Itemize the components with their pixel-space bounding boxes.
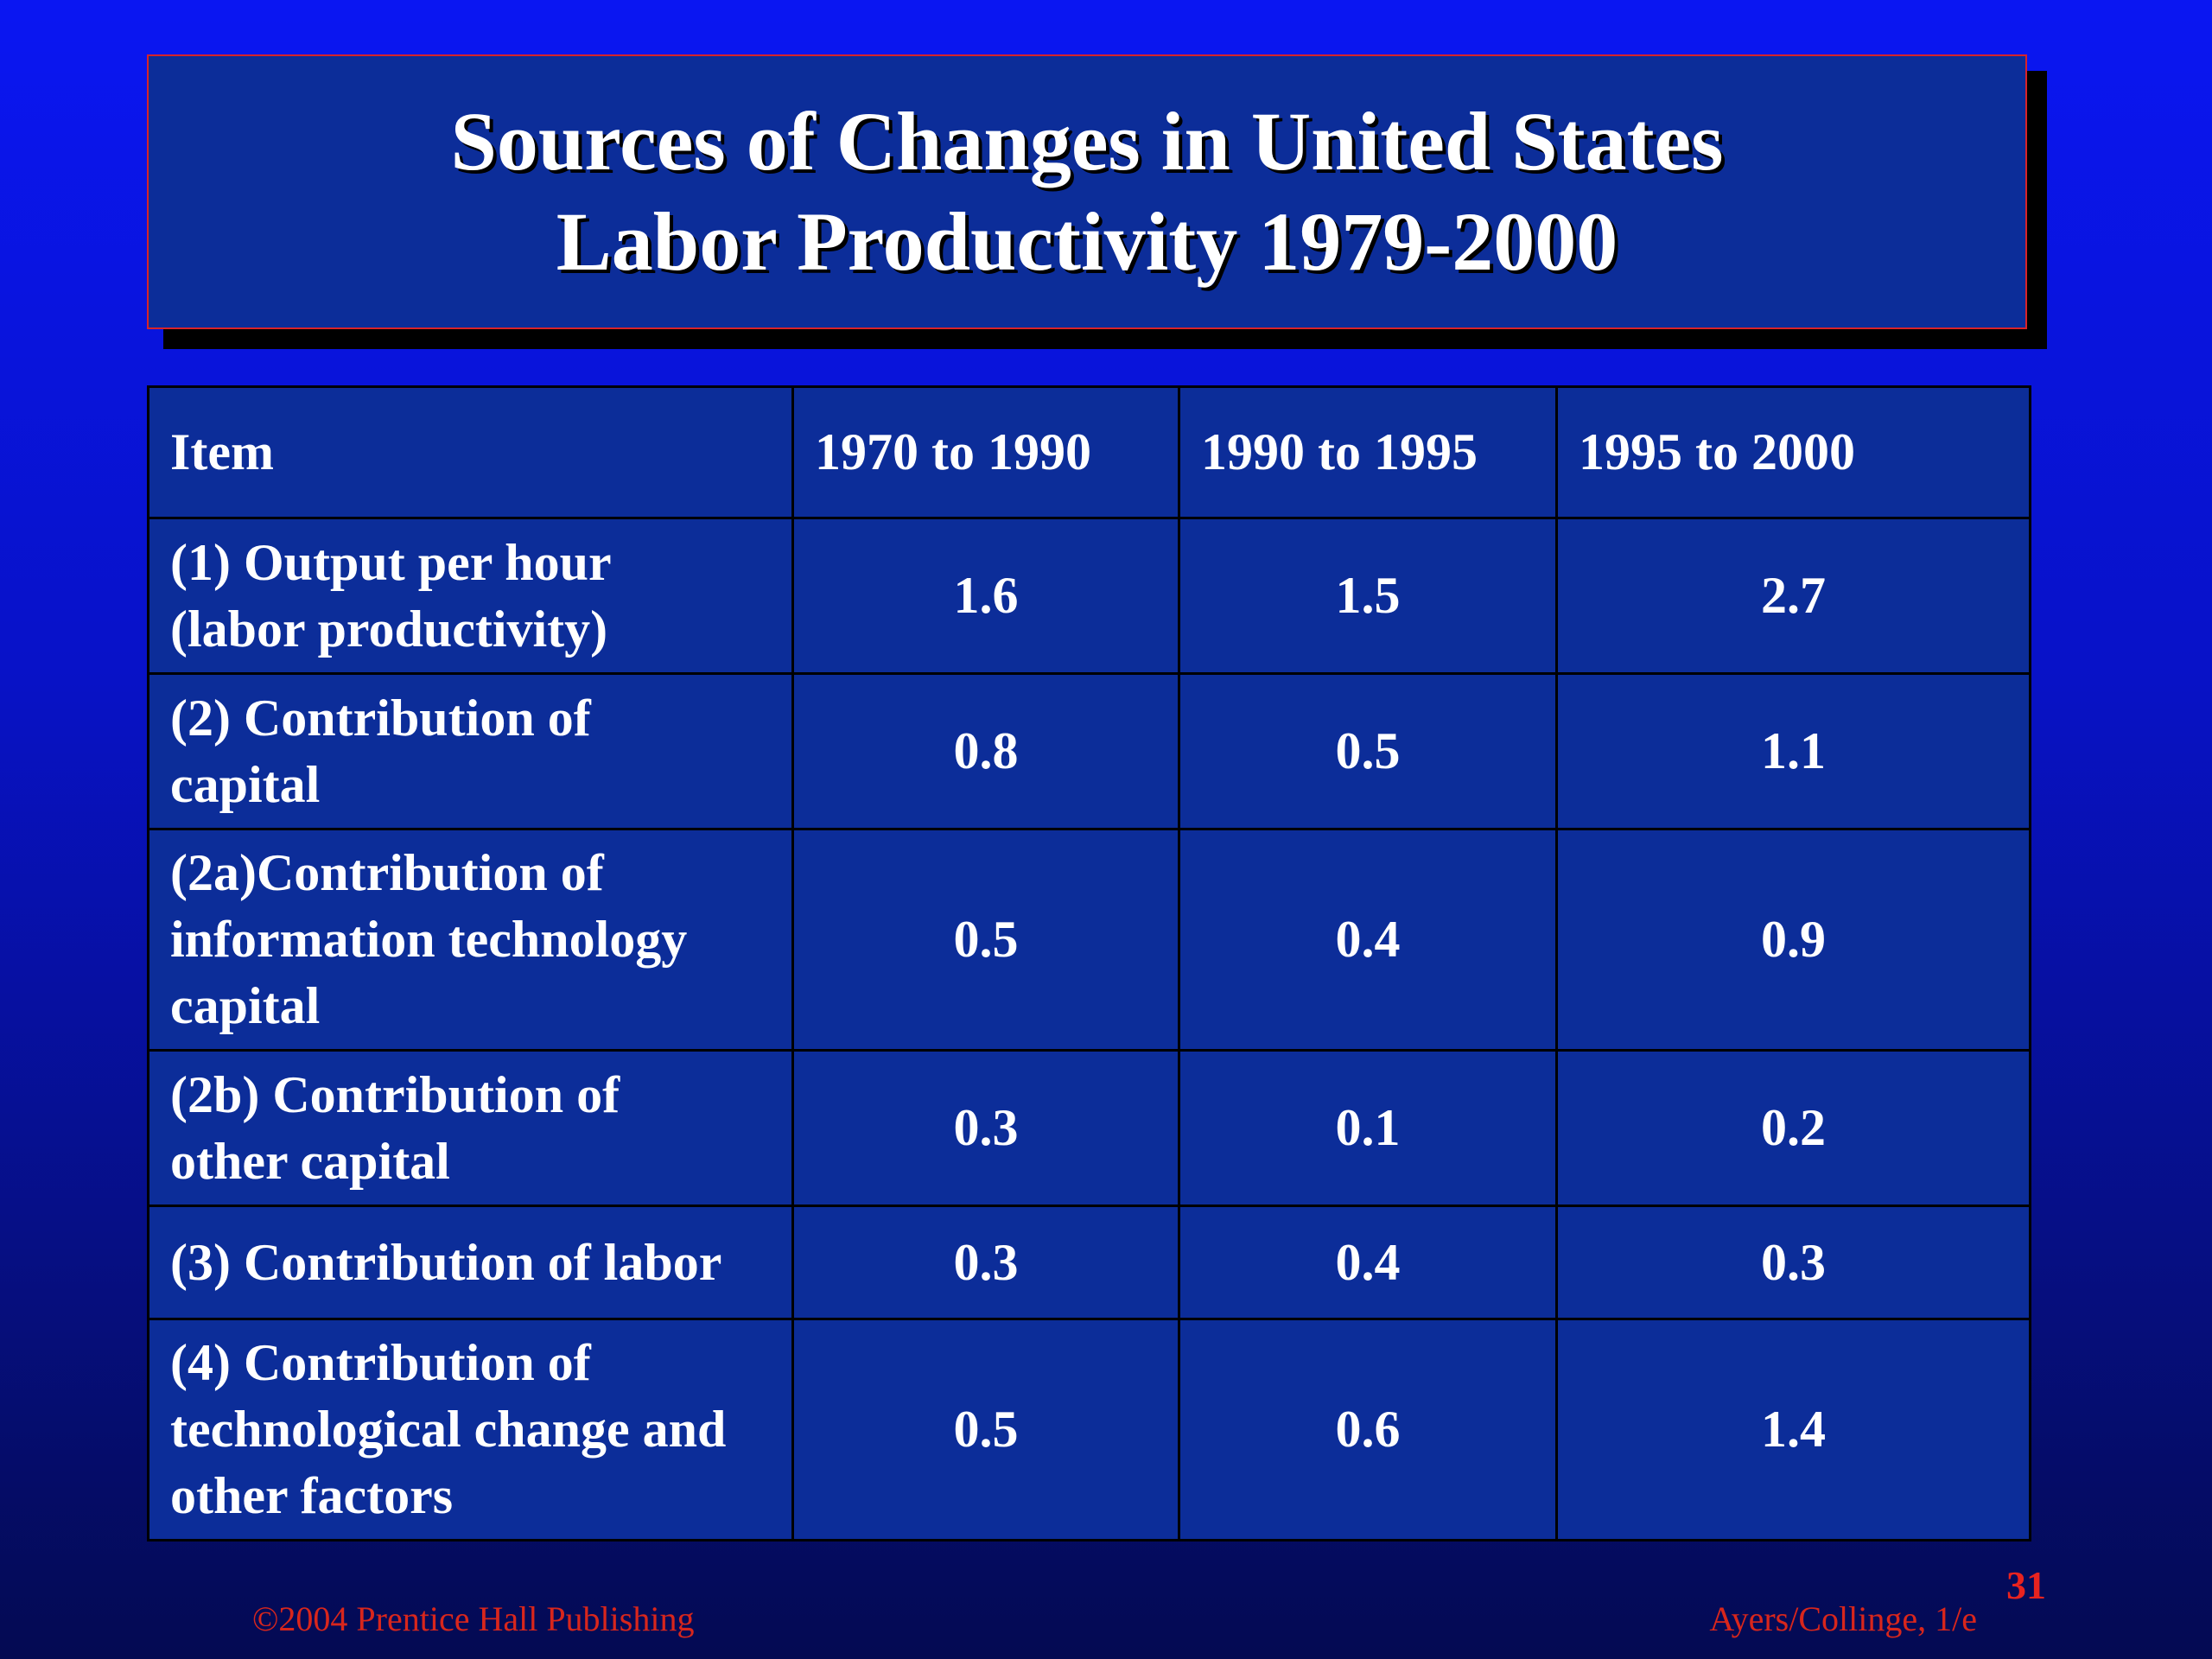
- row-label: [149, 1319, 793, 1541]
- table-row: [149, 1051, 2031, 1206]
- cell-1970-1990: 0.5: [793, 1319, 1179, 1541]
- table-row: [149, 830, 2031, 1051]
- table-row: [149, 1206, 2031, 1319]
- cell-1990-1995: 0.6: [1179, 1319, 1557, 1541]
- row-label-line: (2a)Contribution of: [170, 844, 604, 901]
- row-label: [149, 674, 793, 830]
- cell-1995-2000: 0.2: [1557, 1051, 2031, 1206]
- table-row: [149, 1319, 2031, 1541]
- header-1990-1995: 1990 to 1995: [1179, 387, 1557, 518]
- cell-1970-1990: 1.6: [793, 518, 1179, 674]
- row-label: [149, 1051, 793, 1206]
- row-label-line: capital: [170, 977, 321, 1034]
- title-line-2: Labor Productivity 1979-2000: [556, 195, 1618, 288]
- footer-copyright: ©2004 Prentice Hall Publishing: [252, 1599, 695, 1638]
- cell-1970-1990: 0.5: [793, 830, 1179, 1051]
- cell-1970-1990: 0.8: [793, 674, 1179, 830]
- footer-authors: Ayers/Collinge, 1/e: [1709, 1599, 1977, 1638]
- row-label-line: (2) Contribution of: [170, 689, 591, 747]
- cell-1970-1990: 0.3: [793, 1206, 1179, 1319]
- row-label-line: (3) Contribution of labor: [170, 1233, 722, 1291]
- cell-1970-1990: 0.3: [793, 1051, 1179, 1206]
- row-label-line: (labor productivity): [170, 600, 608, 658]
- table-header-row: [149, 387, 2031, 518]
- cell-1990-1995: 0.1: [1179, 1051, 1557, 1206]
- title-box: [147, 54, 2027, 329]
- row-label-line: other capital: [170, 1132, 450, 1190]
- row-label-line: (4) Contribution of: [170, 1334, 591, 1391]
- page-number: 31: [2006, 1563, 2046, 1607]
- cell-1990-1995: 0.4: [1179, 1206, 1557, 1319]
- row-label-line: (1) Output per hour: [170, 533, 612, 591]
- header-1995-2000: 1995 to 2000: [1557, 387, 2031, 518]
- row-label-line: capital: [170, 755, 321, 813]
- header-1970-1990: 1970 to 1990: [793, 387, 1179, 518]
- productivity-table: [147, 385, 2031, 1541]
- row-label: [149, 830, 793, 1051]
- cell-1995-2000: 2.7: [1557, 518, 2031, 674]
- cell-1995-2000: 1.1: [1557, 674, 2031, 830]
- cell-1990-1995: 0.4: [1179, 830, 1557, 1051]
- row-label-line: technological change and: [170, 1401, 727, 1458]
- cell-1995-2000: 0.3: [1557, 1206, 2031, 1319]
- row-label-line: (2b) Contribution of: [170, 1065, 620, 1123]
- cell-1995-2000: 1.4: [1557, 1319, 2031, 1541]
- header-item: Item: [149, 387, 793, 518]
- row-label-line: other factors: [170, 1467, 454, 1524]
- cell-1990-1995: 0.5: [1179, 674, 1557, 830]
- table-row: [149, 518, 2031, 674]
- cell-1990-1995: 1.5: [1179, 518, 1557, 674]
- table-row: [149, 674, 2031, 830]
- row-label: [149, 1206, 793, 1319]
- row-label-line: information technology: [170, 911, 688, 968]
- row-label: [149, 518, 793, 674]
- cell-1995-2000: 0.9: [1557, 830, 2031, 1051]
- slide-title: [451, 92, 1724, 292]
- title-line-1: Sources of Changes in United States: [450, 95, 1724, 188]
